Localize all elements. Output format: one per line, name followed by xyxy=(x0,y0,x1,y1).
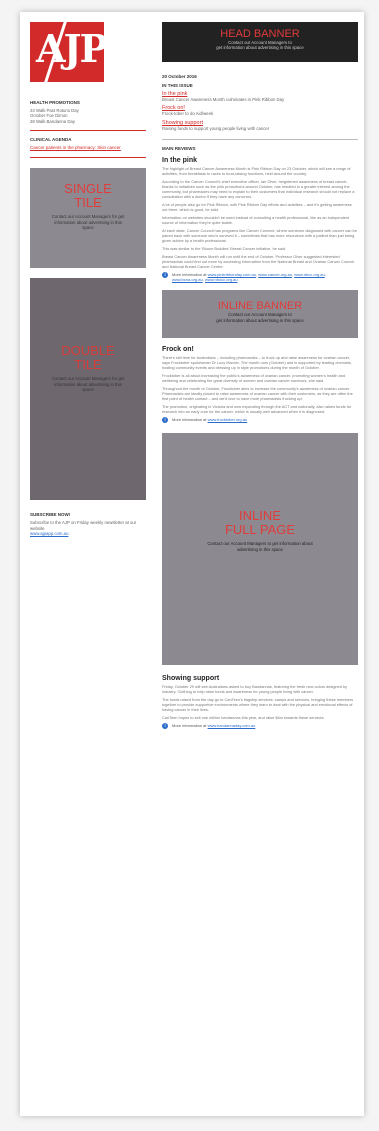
more-info-text: More information at www.frocktober.org.au xyxy=(172,417,248,423)
subscribe-heading: SUBSCRIBE NOW! xyxy=(30,512,71,518)
article-paragraph: CanTeen hopes to sell one million bandannas this year, and raise $4m towards these services. xyxy=(162,715,325,721)
main-reviews-heading: MAIN REVIEWS xyxy=(162,146,196,152)
toc-desc: Frock-tober to do Aid/week xyxy=(162,111,214,117)
health-promotions-heading: HEALTH PROMOTIONS xyxy=(30,100,80,105)
in-this-issue-heading: IN THIS ISSUE xyxy=(162,83,193,88)
article-paragraph: Breast Cancer Awareness Month will run until the end of October. Professor Olver suggested interested pharmacists could find out more by accessing information from the National Breast and Ovarian Cancer Council and National Breast Cancer Centre. xyxy=(162,254,355,270)
article-title: In the pink xyxy=(162,157,197,165)
more-info-link[interactable]: www.frocktober.org.au xyxy=(207,417,248,423)
logo-text: AJP xyxy=(36,26,107,71)
ad-title: INLINE xyxy=(239,508,281,524)
toc-link[interactable]: In the pink xyxy=(162,91,188,97)
divider xyxy=(30,157,146,158)
article-paragraph: Throughout the month of October, Frocktober aims to increase the community's awareness of ovarian cancer. Pharmacists are ideally placed to raise awareness of ovarian cancer with their customers, as they are often the first point of health contact – and we'd love to have more pharmacists frocking up! xyxy=(162,386,353,402)
banner-title: INLINE BANNER xyxy=(217,300,303,313)
more-info-link[interactable]: www.cancer.org.au xyxy=(258,272,293,278)
single-tile-ad[interactable] xyxy=(30,168,146,268)
ajp-logo[interactable] xyxy=(30,22,107,82)
info-icon: i xyxy=(162,723,168,729)
info-icon: i xyxy=(162,272,168,278)
banner-subtext: Contact our Account Managers to xyxy=(228,312,292,318)
article-paragraph: At each state, Cancer Council has programs like Cancer Connect, where someone diagnosed with cancer can be paired back with someone who's survived it – sometimes that has more resonance with a patient than just being given advice by a health professional. xyxy=(162,228,357,244)
article-paragraph: The funds raised from the day go to CanTeen's flagship services: camps and services, bringing these members together to provide supportive environments where they learn to deal with the physical and emotional effects of having cancer in their lives. xyxy=(162,697,354,713)
toc-link[interactable]: Showing support xyxy=(162,119,203,126)
article-paragraph: There's still time for Australians – including pharmacists – to frock up and raise awareness for ovarian cancer, says Frocktober spokesman Dr Lucy Mannix. The month runs (October) and is supported by leading chemists, hosting community events and dressing up in style promotions during the month of October. xyxy=(162,355,352,371)
more-info-link[interactable]: www.pinkribbonday.com.au xyxy=(207,272,256,278)
more-info xyxy=(162,723,358,729)
promo-line: 23 Walk Past Rotuns Day xyxy=(30,108,79,113)
tile-subtext: Contact our Account Managers for get information about advertising in this space xyxy=(51,376,125,393)
banner-subtext: get information about advertising in this space xyxy=(216,317,304,323)
promo-line: 28 Walk Bandanna Day xyxy=(30,118,75,124)
toc-item xyxy=(162,105,358,116)
tile-title: TILE xyxy=(74,195,102,211)
tile-subtext: Contact our Account Managers for get information about advertising in this space xyxy=(51,214,125,231)
banner-title: HEAD BANNER xyxy=(220,28,300,40)
more-info-text: More information at www.pinkribbonday.com.au, www.cancer.org.au, www.nbcc.org.au, www.bcna.org.au, www.nbocc.org.au xyxy=(172,272,326,283)
more-info-link[interactable]: www.bandannaday.com.au xyxy=(207,723,256,729)
toc-desc: Raising funds to support young people living with cancer xyxy=(162,125,270,131)
newsletter-page xyxy=(20,12,364,1116)
left-sidebar xyxy=(30,22,146,536)
promo-line: October Foe Dimon xyxy=(30,113,68,119)
tile-title: DOUBLE xyxy=(61,343,115,359)
main-column xyxy=(162,22,358,732)
double-tile-ad[interactable] xyxy=(30,278,146,500)
article-paragraph: Frocktober is all about increasing the public's awareness of ovarian cancer, promoting women's health and wellbeing and celebrating the great diversity of women and ovarian cancer survivors, she said. xyxy=(162,373,346,384)
tile-title: SINGLE xyxy=(64,181,112,197)
more-info-link[interactable]: www.bcna.org.au xyxy=(172,277,203,283)
more-info xyxy=(162,417,358,423)
ad-subtext: Contact our Account Managers to get information about advertising in this space xyxy=(207,541,313,552)
more-info xyxy=(162,272,358,282)
banner-subtext: Contact our Account Managers to xyxy=(228,40,292,45)
article-paragraph: Information on websites shouldn't be used instead of consulting a health professional, like as an independent source of information they're quite stable. xyxy=(162,215,350,226)
inline-full-page-ad[interactable] xyxy=(162,433,358,665)
subscribe-link[interactable]: www.ajpapp.com.au xyxy=(30,531,69,537)
banner-subtext: get information about advertising in this space xyxy=(216,45,304,51)
head-banner-ad[interactable] xyxy=(162,22,358,62)
article-title: Frock on! xyxy=(162,346,194,354)
subscribe-text: Subscribe to the AJP on Friday weekly newsletter at our website xyxy=(30,520,137,531)
toc-link[interactable]: Frock on! xyxy=(162,105,185,112)
toc-desc: Breast Cancer Awareness Month culminates in Pink Ribbon Day xyxy=(162,97,285,102)
divider xyxy=(162,139,358,140)
more-info-link[interactable]: www.nbcc.org.au xyxy=(294,272,325,278)
clinical-agenda-heading: CLINICAL AGENDA xyxy=(30,137,72,143)
info-icon: i xyxy=(162,417,168,423)
inline-banner-ad[interactable] xyxy=(162,290,358,338)
article-title: Showing support xyxy=(162,675,220,683)
toc-item xyxy=(162,91,358,102)
issue-date: 20 October 2016 xyxy=(162,74,197,79)
article-paragraph: According to the Cancer Council's chief executive officer, Ian Olver, heightened awareness of breast cancer, thanks to initiatives such as the pink promotions around October, has resulted in a greater interest among the community, but pharmacies may need to explain to their customers that individual research should not replace a consultation with a doctor if they have any concerns. xyxy=(162,179,355,200)
article-paragraph: The promotion, originating in Victoria and now expanding through the ACT and nationally, also raises funds for research into an early cure for the cancer, which is usually well advanced when it is diagnosed. xyxy=(162,404,352,415)
article-paragraph: This was similar to the 'Bloom Buddies' Breast Cancer initiative, he said. xyxy=(162,246,287,252)
ad-title: FULL PAGE xyxy=(224,522,296,538)
article-paragraph: Friday, October 29 will see Australians asked to buy Bandannas, featuring the fresh new colors designed by industry. Clothing to help raise funds and awareness for young people living with cancer. xyxy=(162,684,348,695)
agenda-link[interactable]: Cancer patients in the pharmacy: Skin cancer xyxy=(30,145,121,151)
toc-item xyxy=(162,120,358,131)
more-info-link[interactable]: www.nbocc.org.au xyxy=(204,277,238,283)
article-paragraph: A lot of people also go for Pink Ribbon, with Pink Ribbon Day efforts and activities – and it's getting awareness out there, which is good, he said. xyxy=(162,202,352,213)
tile-title: TILE xyxy=(74,357,102,373)
article-paragraph: The highlight of Breast Cancer Awareness Month is Pink Ribbon Day on 23 October, which will see a range of activities, from breakfasts to races to fund-raising functions, held around the country. xyxy=(162,166,351,177)
divider xyxy=(30,130,146,131)
more-info-text: More information at www.bandannaday.com.au xyxy=(172,723,256,729)
